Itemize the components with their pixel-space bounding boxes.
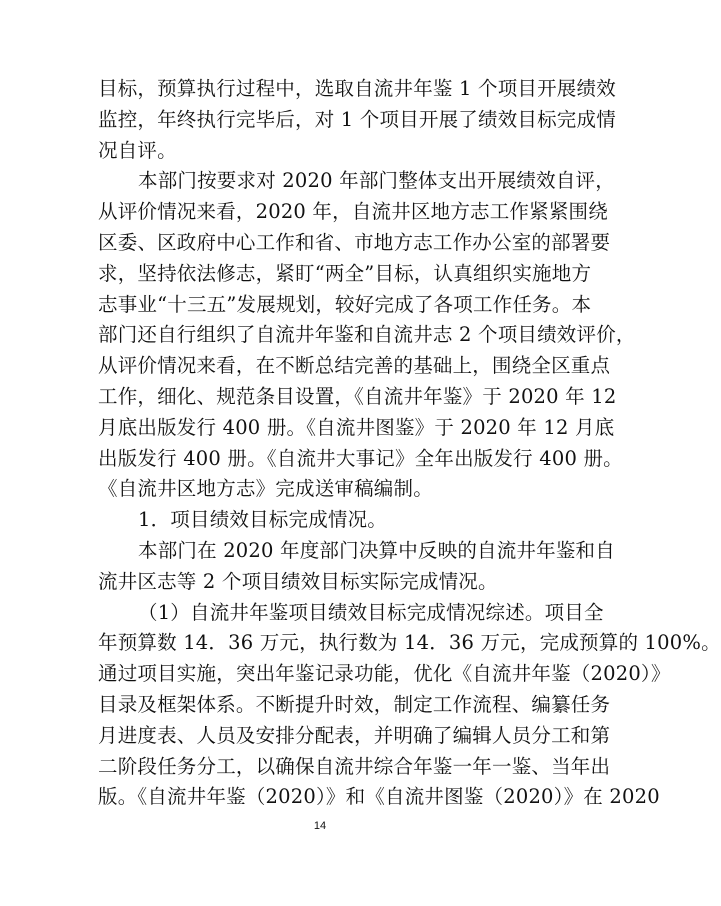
text-line: 年预算数 14．36 万元，执行数为 14．36 万元，完成预算的 100%。 (98, 631, 721, 655)
paragraph-first-line: 本部门按要求对 2020 年部门整体支出开展绩效自评， (138, 169, 615, 193)
text-line: 求，坚持依法修志，紧盯“两全”目标，认真组织实施地方 (98, 261, 592, 285)
text-line: 从评价情况来看，在不断总结完善的基础上，围绕全区重点 (98, 354, 611, 378)
text-line: 区委、区政府中心工作和省、市地方志工作办公室的部署要 (98, 231, 611, 254)
text-line: 监控，年终执行完毕后，对 1 个项目开展了绩效目标完成情 (98, 107, 616, 131)
text-line: 工作，细化、规范条目设置，《自流井年鉴》于 2020 年 12 (98, 385, 617, 408)
text-line: 通过项目实施，突出年鉴记录功能，优化《自流井年鉴（2020）》 (98, 662, 671, 686)
section-heading: 1．项目绩效目标完成情况。 (138, 508, 388, 532)
paragraph-first-line: 本部门在 2020 年度部门决算中反映的自流井年鉴和自 (138, 539, 615, 562)
text-line: 出版发行 400 册。《自流井大事记》全年出版发行 400 册。 (98, 446, 623, 470)
text-line: 目标，预算执行过程中，选取自流井年鉴 1 个项目开展绩效 (98, 77, 616, 100)
text-line: 目录及框架体系。不断提升时效，制定工作流程、编纂任务 (98, 693, 611, 716)
page-number: 14 (313, 820, 327, 833)
text-line: 况自评。 (98, 138, 177, 162)
text-line: 从评价情况来看，2020 年，自流井区地方志工作紧紧围绕 (98, 200, 608, 224)
text-line: 部门还自行组织了自流井年鉴和自流井志 2 个项目绩效评价， (98, 323, 636, 347)
text-line: 月进度表、人员及安排分配表，并明确了编辑人员分工和第 (98, 723, 611, 747)
text-line: 志事业“十三五”发展规划，较好完成了各项工作任务。本 (98, 292, 592, 316)
paragraph-first-line: （1）自流井年鉴项目绩效目标完成情况综述。项目全 (138, 600, 604, 624)
text-line: 二阶段任务分工，以确保自流井综合年鉴一年一鉴、当年出 (98, 754, 611, 778)
text-line: 《自流井区地方志》完成送审稿编制。 (98, 477, 433, 501)
text-line: 流井区志等 2 个项目绩效目标实际完成情况。 (98, 569, 498, 593)
text-line: 月底出版发行 400 册。《自流井图鉴》于 2020 年 12 月底 (98, 415, 615, 439)
text-line: 版。《自流井年鉴（2020）》和《自流井图鉴（2020）》在 2020 (98, 785, 660, 809)
